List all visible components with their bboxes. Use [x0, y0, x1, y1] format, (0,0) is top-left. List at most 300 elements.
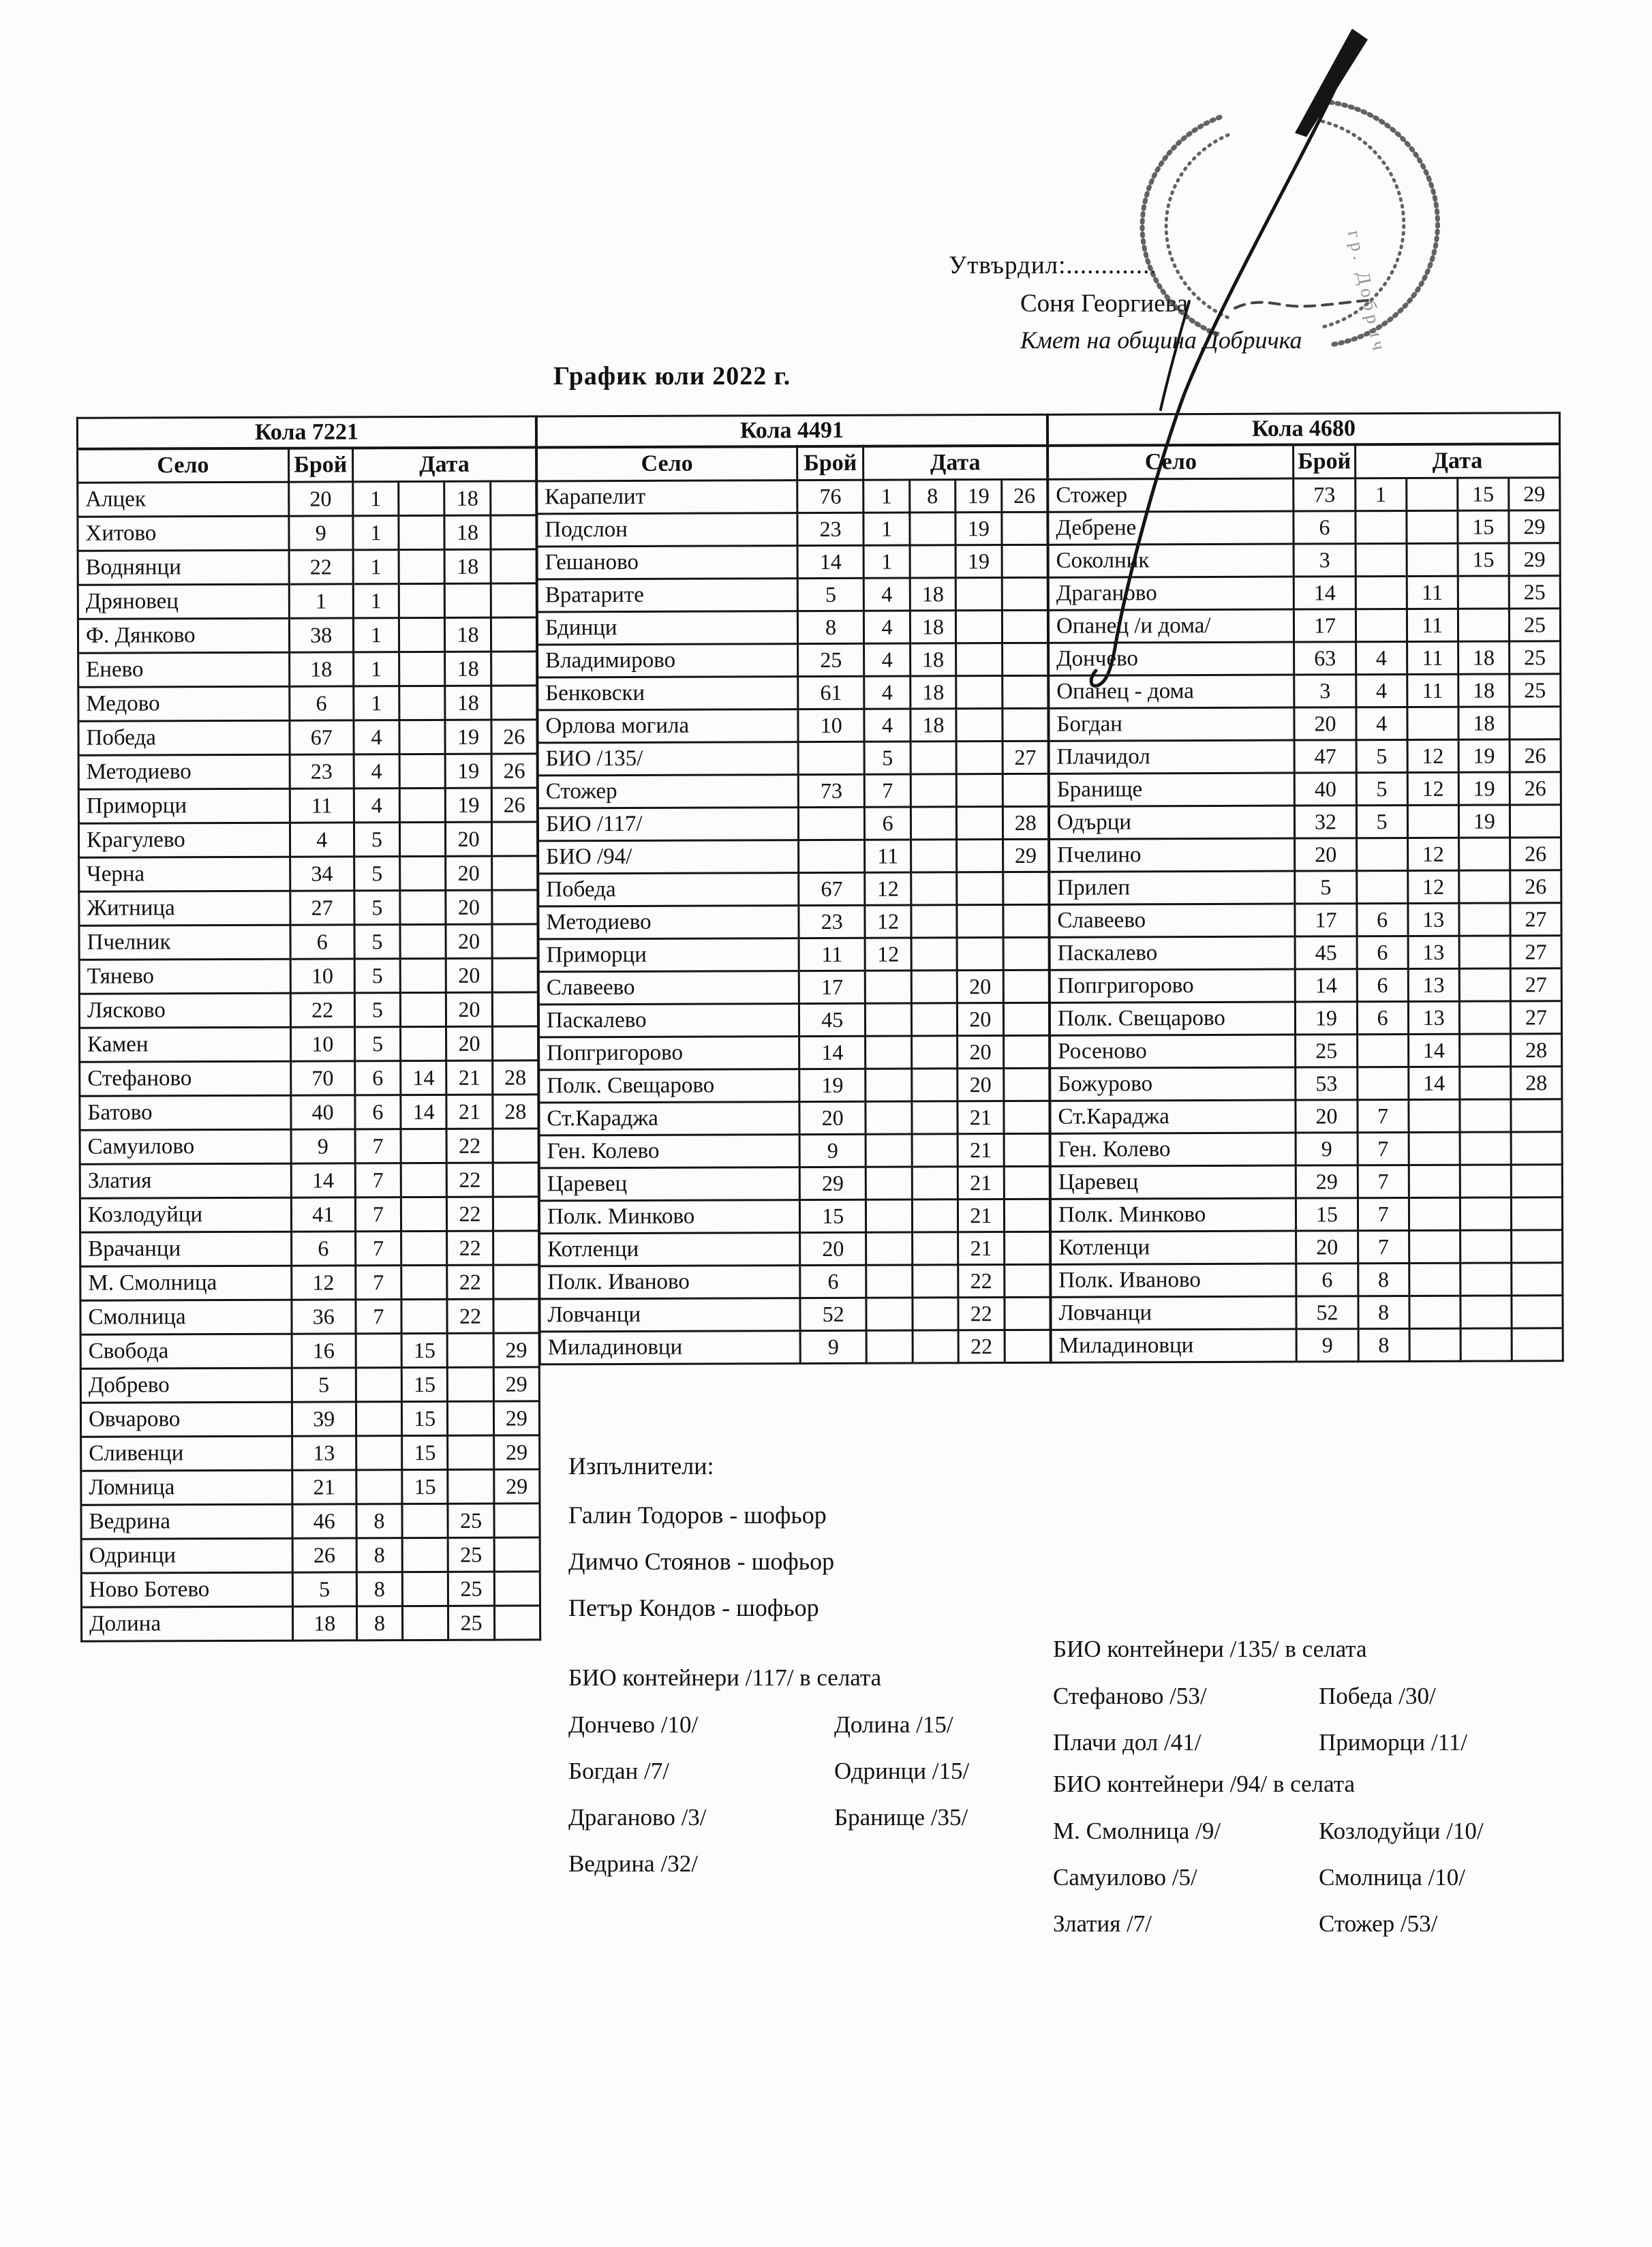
table-row: [80, 1197, 538, 1232]
date-cell: [1510, 707, 1561, 739]
table-title: Кола 4491: [536, 414, 1047, 447]
date-cell: [494, 1503, 540, 1538]
date-cell: 25: [448, 1572, 494, 1606]
table-row: [79, 992, 538, 1028]
date-cell: 22: [446, 1129, 492, 1163]
village-cell: Самуилово: [80, 1129, 291, 1164]
village-cell: Методиево: [538, 906, 799, 939]
village-cell: БИО /135/: [538, 742, 798, 776]
date-cell: [1003, 904, 1049, 937]
date-cell: 6: [865, 807, 911, 840]
count-cell: 47: [1295, 740, 1356, 773]
date-cell: 15: [402, 1401, 448, 1435]
date-cell: [1459, 870, 1510, 903]
date-cell: 28: [1510, 1034, 1561, 1067]
date-cell: [957, 840, 1003, 872]
date-cell: 14: [1408, 1034, 1459, 1067]
bio-section-title: БИО контейнери /135/ в селата: [1053, 1636, 1367, 1662]
village-cell: БИО /117/: [538, 808, 798, 841]
count-cell: 3: [1294, 675, 1356, 707]
village-cell: Бенковски: [538, 677, 798, 710]
count-cell: 39: [292, 1402, 356, 1436]
date-cell: [1004, 1133, 1050, 1166]
date-cell: 5: [354, 891, 400, 925]
date-cell: [955, 578, 1002, 611]
schedule-table-4491: [536, 414, 1052, 1366]
col-count-header: Брой: [797, 446, 864, 480]
date-cell: [491, 515, 536, 549]
table-row: [78, 583, 536, 619]
date-cell: [401, 1265, 447, 1299]
date-cell: [399, 549, 444, 583]
village-cell: Медово: [78, 686, 290, 721]
count-cell: 14: [1294, 577, 1356, 609]
date-cell: 6: [355, 1095, 401, 1129]
table-row: [537, 545, 1047, 579]
count-cell: 4: [290, 823, 354, 857]
village-cell: БИО /94/: [538, 840, 799, 874]
date-cell: 6: [1357, 936, 1408, 968]
village-cell: Златия: [80, 1163, 291, 1198]
table-row: [1050, 1165, 1562, 1199]
date-cell: 6: [1357, 1001, 1408, 1034]
date-cell: [445, 583, 491, 617]
date-cell: 26: [1510, 838, 1561, 870]
table-row: [1049, 805, 1561, 840]
count-cell: 52: [1296, 1296, 1358, 1329]
table-row: [538, 708, 1048, 743]
date-cell: [1409, 1197, 1460, 1230]
date-cell: [1511, 1165, 1562, 1197]
date-cell: [1459, 968, 1510, 1001]
table-row: [1049, 674, 1561, 709]
date-cell: [494, 1572, 540, 1606]
village-cell: Черна: [79, 857, 290, 891]
date-cell: 19: [955, 480, 1002, 513]
date-cell: [1357, 1067, 1408, 1099]
count-cell: 29: [799, 1167, 866, 1199]
date-cell: [402, 1538, 448, 1572]
date-cell: 27: [1510, 936, 1561, 968]
date-cell: 28: [492, 1060, 538, 1095]
village-cell: Енево: [78, 652, 290, 687]
table-row: [539, 1068, 1050, 1103]
col-village-header: Село: [1048, 445, 1294, 480]
col-count-header: Брой: [1294, 444, 1355, 478]
date-cell: 20: [446, 992, 492, 1026]
village-cell: Богдан: [1049, 707, 1295, 741]
date-cell: [956, 611, 1003, 643]
executors-list: [568, 1501, 834, 1622]
village-cell: Прилеп: [1050, 871, 1296, 904]
bio-section-title: БИО контейнери /94/ в селата: [1053, 1771, 1355, 1797]
date-cell: 13: [1408, 968, 1459, 1001]
date-cell: 22: [447, 1265, 493, 1299]
date-cell: 12: [865, 938, 911, 970]
date-cell: 7: [1357, 1099, 1408, 1132]
date-cell: [403, 1606, 448, 1640]
date-cell: [1459, 1034, 1510, 1067]
count-cell: 6: [1296, 1264, 1358, 1296]
table-row: [80, 1401, 539, 1437]
count-cell: 20: [1296, 1100, 1357, 1133]
table-row: [1051, 1263, 1563, 1298]
date-cell: [1458, 838, 1510, 870]
table-row: [538, 643, 1048, 677]
date-cell: 20: [446, 822, 491, 856]
village-cell: Драганово: [1048, 577, 1294, 610]
date-cell: 5: [354, 857, 399, 891]
table-row: [80, 1163, 538, 1198]
date-cell: [911, 970, 958, 1003]
date-cell: [1510, 805, 1561, 838]
count-cell: 10: [290, 1027, 354, 1061]
table-row: [78, 686, 537, 721]
count-cell: 14: [291, 1163, 355, 1197]
date-cell: 7: [1358, 1197, 1409, 1230]
table-row: [80, 1367, 539, 1403]
count-cell: 15: [799, 1199, 866, 1232]
date-cell: [491, 549, 536, 583]
table-row: [538, 937, 1049, 972]
village-cell: Добрево: [80, 1368, 292, 1403]
date-cell: 29: [1509, 510, 1560, 543]
village-cell: Ловчанци: [540, 1298, 800, 1332]
count-cell: 5: [292, 1572, 356, 1606]
village-cell: Орлова могила: [538, 709, 798, 743]
date-cell: [1406, 478, 1457, 510]
table-row: [80, 1265, 539, 1300]
village-cell: Одърци: [1049, 806, 1295, 839]
count-cell: 9: [1296, 1133, 1358, 1165]
date-cell: [492, 992, 538, 1026]
date-cell: 5: [1356, 805, 1407, 838]
date-cell: [1407, 543, 1458, 576]
date-cell: [1460, 1099, 1511, 1132]
bio-village-item: Победа /30/: [1319, 1683, 1436, 1709]
date-cell: [957, 872, 1003, 905]
date-cell: [1355, 510, 1406, 543]
date-cell: [1004, 1166, 1050, 1199]
bio-village-item: Бранище /35/: [834, 1804, 968, 1831]
date-cell: 5: [354, 959, 400, 993]
date-cell: [493, 1231, 538, 1265]
table-row: [80, 1026, 538, 1062]
date-cell: [956, 643, 1003, 676]
date-cell: 19: [1458, 739, 1510, 772]
date-cell: 20: [958, 1036, 1004, 1069]
date-cell: [1409, 1328, 1460, 1361]
date-cell: [1512, 1328, 1563, 1361]
date-cell: [866, 1265, 913, 1298]
date-cell: 26: [491, 754, 537, 788]
date-cell: 12: [1407, 870, 1458, 903]
table-row: [1050, 1001, 1561, 1036]
date-cell: 5: [354, 925, 400, 959]
village-cell: Росеново: [1050, 1035, 1296, 1068]
count-cell: 29: [1296, 1165, 1358, 1198]
date-cell: 28: [493, 1095, 538, 1129]
date-cell: 14: [1408, 1067, 1459, 1099]
bio-village-item: Дончево /10/: [568, 1711, 699, 1738]
date-cell: [401, 1299, 447, 1333]
date-cell: 18: [910, 643, 956, 676]
count-cell: 20: [799, 1101, 866, 1134]
date-cell: 22: [958, 1330, 1005, 1363]
count-cell: 18: [292, 1606, 356, 1640]
village-cell: Котленци: [540, 1233, 800, 1266]
table-row: [1050, 838, 1561, 872]
date-cell: [491, 583, 536, 617]
bio-village-item: Приморци /11/: [1319, 1729, 1468, 1756]
date-cell: 26: [1001, 479, 1047, 512]
date-cell: 21: [958, 1232, 1005, 1265]
date-cell: [956, 676, 1003, 709]
date-cell: [1356, 870, 1407, 903]
date-cell: 7: [356, 1300, 401, 1334]
count-cell: 20: [800, 1232, 867, 1265]
date-cell: [911, 807, 957, 840]
count-cell: 9: [800, 1330, 867, 1363]
date-cell: 7: [355, 1129, 401, 1163]
date-cell: [1004, 1264, 1050, 1297]
date-cell: 4: [864, 578, 911, 611]
village-cell: Божурово: [1050, 1067, 1296, 1101]
village-cell: Царевец: [1050, 1165, 1296, 1199]
date-cell: [913, 1330, 959, 1363]
date-cell: 15: [1457, 478, 1508, 510]
village-cell: Победа: [538, 873, 799, 906]
date-cell: [402, 1503, 448, 1538]
count-cell: 12: [291, 1266, 355, 1300]
count-cell: 6: [800, 1265, 867, 1298]
date-cell: 21: [446, 1095, 492, 1129]
date-cell: 18: [1458, 674, 1510, 707]
village-cell: Полк. Свещарово: [1050, 1002, 1296, 1035]
approved-label: Утвърдил:.............: [949, 251, 1157, 279]
count-cell: 17: [1295, 904, 1356, 936]
date-cell: [356, 1402, 401, 1436]
date-cell: 21: [958, 1101, 1004, 1134]
table-row: [1051, 1230, 1563, 1265]
table-row: [1050, 968, 1561, 1003]
date-cell: 12: [1407, 772, 1458, 805]
table-row: [540, 1232, 1050, 1266]
village-cell: Подслон: [537, 513, 797, 547]
date-cell: [913, 1298, 959, 1330]
date-cell: 11: [865, 840, 911, 872]
count-cell: 11: [799, 938, 866, 970]
count-cell: 25: [798, 643, 865, 676]
count-cell: 3: [1294, 544, 1356, 577]
village-cell: Приморци: [78, 789, 290, 823]
table-row: [538, 872, 1049, 906]
date-cell: [491, 617, 536, 652]
bio-village-list: [1053, 1817, 1571, 1938]
village-cell: Опанец /и дома/: [1048, 609, 1294, 643]
date-cell: 8: [909, 480, 955, 513]
bio-village-item: Самуилово /5/: [1053, 1864, 1197, 1891]
date-cell: [912, 1232, 958, 1265]
bio-village-item: Стефаново /53/: [1053, 1683, 1207, 1709]
date-cell: 27: [1510, 968, 1561, 1001]
bio-village-item: Богдан /7/: [568, 1758, 669, 1784]
date-cell: [492, 958, 538, 992]
date-cell: [911, 1003, 958, 1036]
table-row: [81, 1538, 540, 1573]
table-row: [538, 806, 1048, 841]
date-cell: 18: [910, 611, 956, 643]
count-cell: 23: [290, 754, 354, 789]
count-cell: 25: [1296, 1035, 1357, 1067]
date-cell: 22: [447, 1231, 493, 1265]
village-cell: Ф. Дянково: [78, 618, 289, 653]
executors-title: Изпълнители:: [568, 1452, 714, 1480]
date-cell: [1460, 1067, 1511, 1099]
date-cell: 20: [957, 970, 1003, 1003]
table-row: [80, 1129, 538, 1164]
date-cell: 20: [446, 1026, 492, 1060]
count-cell: 20: [1296, 1231, 1358, 1264]
count-cell: 22: [290, 993, 354, 1027]
date-cell: [1511, 1230, 1562, 1263]
date-cell: [866, 1330, 913, 1363]
table-row: [81, 1503, 540, 1539]
count-cell: 20: [288, 482, 352, 516]
date-cell: 25: [1509, 609, 1560, 641]
table-row: [538, 1003, 1049, 1037]
date-cell: [356, 1334, 401, 1368]
count-cell: 14: [1296, 969, 1357, 1002]
table-row: [538, 774, 1048, 808]
table-title: Кола 4680: [1047, 413, 1559, 446]
date-cell: [1460, 1230, 1511, 1263]
village-cell: Славеево: [1050, 904, 1296, 937]
date-cell: [1511, 1099, 1562, 1132]
date-cell: [911, 938, 958, 970]
date-cell: [910, 545, 956, 578]
date-cell: 29: [493, 1469, 539, 1503]
approver-title: Кмет на община Добричка: [1020, 326, 1302, 354]
table-row: [1050, 1034, 1562, 1069]
count-cell: 34: [290, 857, 354, 891]
date-cell: [910, 513, 956, 545]
count-cell: 14: [797, 545, 864, 578]
count-cell: 40: [1295, 773, 1356, 806]
bio-village-item: Златия /7/: [1053, 1910, 1152, 1937]
bio-section-title: БИО контейнери /117/ в селата: [568, 1664, 882, 1691]
date-cell: 4: [1356, 641, 1407, 674]
table-row: [78, 515, 536, 551]
date-cell: [399, 583, 444, 617]
table-row: [79, 856, 538, 891]
village-cell: Владимирово: [538, 644, 798, 677]
village-cell: М. Смолница: [80, 1266, 292, 1300]
date-cell: 29: [493, 1367, 539, 1401]
table-row: [1050, 1067, 1562, 1101]
date-cell: [491, 822, 537, 856]
count-cell: 14: [799, 1036, 866, 1069]
date-cell: 1: [863, 480, 910, 513]
table-row: [1048, 609, 1560, 643]
date-cell: [866, 1167, 913, 1199]
date-cell: [957, 807, 1003, 840]
date-cell: [401, 1163, 446, 1197]
date-cell: 8: [356, 1572, 402, 1606]
date-cell: [1004, 1199, 1050, 1232]
count-cell: 46: [292, 1504, 356, 1538]
date-cell: [1005, 1330, 1051, 1362]
count-cell: 73: [798, 774, 865, 807]
date-cell: 6: [1356, 903, 1407, 936]
date-cell: [491, 856, 537, 890]
date-cell: [866, 1069, 912, 1101]
date-cell: 21: [958, 1134, 1004, 1167]
date-cell: 26: [1510, 739, 1561, 772]
village-cell: Полк. Минково: [539, 1200, 799, 1234]
date-cell: [401, 1231, 447, 1265]
date-cell: [1003, 774, 1049, 806]
date-cell: [356, 1368, 401, 1402]
table-row: [539, 1101, 1050, 1135]
table-row: [538, 741, 1048, 776]
date-cell: 8: [356, 1504, 402, 1538]
table-row: [78, 822, 537, 857]
date-cell: 29: [493, 1333, 539, 1367]
village-cell: Крагулево: [78, 823, 290, 857]
date-cell: 13: [1408, 1001, 1459, 1034]
date-cell: 19: [955, 545, 1002, 578]
date-cell: 25: [448, 1503, 493, 1538]
date-cell: 1: [353, 482, 399, 516]
col-date-header: Дата: [1355, 444, 1560, 478]
date-cell: [1003, 1035, 1050, 1068]
schedule-table-7221: [76, 415, 541, 1642]
count-cell: 9: [288, 516, 352, 550]
count-cell: [798, 807, 865, 840]
date-cell: [401, 1129, 446, 1163]
col-date-header: Дата: [863, 446, 1047, 480]
bio-section-117: [568, 1664, 1086, 1878]
village-cell: Пчелник: [79, 925, 290, 960]
count-cell: 61: [798, 676, 865, 709]
count-cell: 10: [798, 709, 865, 742]
date-cell: 20: [446, 924, 491, 958]
date-cell: 26: [1510, 870, 1561, 903]
date-cell: 28: [1003, 806, 1049, 839]
village-cell: Камен: [80, 1027, 291, 1062]
date-cell: 18: [910, 676, 956, 709]
date-cell: [1407, 805, 1458, 838]
count-cell: 5: [292, 1368, 356, 1402]
date-cell: [1407, 707, 1458, 739]
count-cell: 22: [289, 550, 353, 584]
count-cell: [798, 742, 865, 774]
date-cell: [866, 1134, 912, 1167]
date-cell: [402, 1572, 448, 1606]
village-cell: Славеево: [538, 971, 799, 1005]
date-cell: [866, 1298, 913, 1330]
village-cell: Воднянци: [78, 550, 289, 585]
date-cell: [490, 481, 536, 515]
village-cell: Карапелит: [537, 480, 797, 514]
date-cell: [1460, 1263, 1512, 1296]
count-cell: 9: [291, 1129, 355, 1163]
table-row: [1049, 707, 1561, 742]
date-cell: 8: [1358, 1263, 1409, 1296]
date-cell: [911, 905, 958, 938]
village-cell: Батово: [80, 1095, 291, 1130]
